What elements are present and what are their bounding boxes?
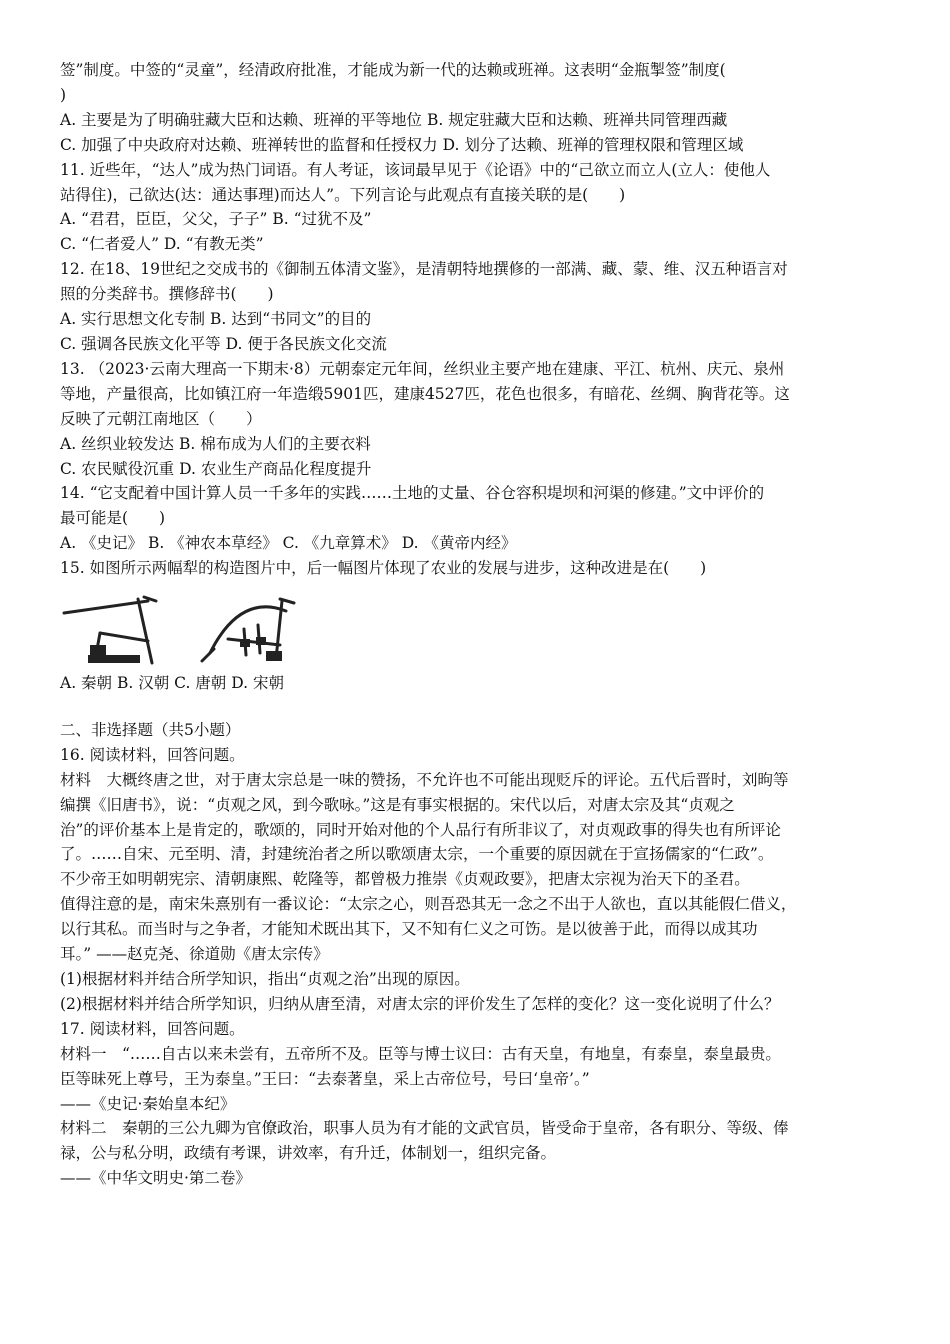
curved-plow-image (200, 593, 300, 667)
straight-plow-image (60, 593, 160, 667)
text-line: A. 丝织业较发达 B. 棉布成为人们的主要衣料 (60, 434, 371, 453)
text-line: 耳。” ——赵克尧、徐道勋《唐太宗传》 (60, 945, 329, 964)
text-line: C. 农民赋役沉重 D. 农业生产商品化程度提升 (60, 459, 372, 478)
text-line: ——《中华文明史·第二卷》 (60, 1169, 251, 1188)
text-line: 以行其私。而当时与之争者，才能知术既出其下，又不知有仁义之可饬。是以彼善于此，而得以成其功 (60, 920, 758, 939)
text-line: 最可能是( ) (60, 509, 166, 528)
plow-figures (60, 589, 896, 667)
text-line: (1)根据材料并结合所学知识，指出“贞观之治”出现的原因。 (60, 970, 470, 988)
text-line: (2)根据材料并结合所学知识，归纳从唐至清，对唐太宗的评价发生了怎样的变化？这一变化说明了什么？ (60, 994, 780, 1013)
text-line: 等地，产量很高，比如镇江府一年造缎5901匹，建康4527匹，花色也很多，有暗花、丝绸、胸背花等。这 (60, 384, 790, 403)
text-line: C. 加强了中央政府对达赖、班禅转世的监督和任授权力 D. 划分了达赖、班禅的管理权限和管理区域 (60, 135, 744, 154)
text-line: A. 主要是为了明确驻藏大臣和达赖、班禅的平等地位 B. 规定驻藏大臣和达赖、班禅共同管理西藏 (60, 110, 728, 129)
text-line: 禄，公与私分明，政绩有考课，讲效率，有升迁，体制划一，组织完备。 (60, 1144, 557, 1163)
part1-block (60, 58, 896, 581)
text-line: 16. 阅读材料，回答问题。 (60, 745, 245, 764)
text-line: 站得住)，己欲达(达：通达事理)而达人”。下列言论与此观点有直接关联的是( ) (60, 185, 626, 204)
text-line: 13. （2023·云南大理高一下期末·8）元朝泰定元年间，丝织业主要产地在建康、平江、杭州、庆元、泉州 (60, 359, 785, 378)
text-line: 治”的评价基本上是肯定的，歌颂的，同时开始对他的个人品行有所非议了，对贞观政事的得失也有所评论 (60, 820, 781, 839)
section-title: 二、非选择题（共5小题） (60, 720, 241, 739)
text-line: 编撰《旧唐书》，说：“贞观之风，到今歌咏。”这是有事实根据的。宋代以后，对唐太宗及其“贞观之 (60, 795, 735, 814)
text-line: 材料二 秦朝的三公九卿为官僚政治，职事人员为有才能的文武官员，皆受命于皇帝，各有职分、等级、俸 (60, 1119, 789, 1138)
text-line: A. 实行思想文化专制 B. 达到“书同文”的目的 (60, 310, 372, 329)
text-line: 不少帝王如明朝宪宗、清朝康熙、乾隆等，都曾极力推崇《贞观政要》，把唐太宗视为治天下的圣君。 (60, 870, 750, 889)
text-line: ) (60, 85, 67, 104)
text-line: 了。……自宋、元至明、清，封建统治者之所以歌颂唐太宗，一个重要的原因就在于宣扬儒家的“仁政”。 (60, 845, 774, 864)
text-line: 14. “它支配着中国计算人员一千多年的实践……土地的丈量、谷仓容积堤坝和河渠的修建。”文中评价的 (60, 484, 765, 503)
text-line: 17. 阅读材料，回答问题。 (60, 1019, 245, 1038)
text-line: 材料 大概终唐之世，对于唐太宗总是一味的赞扬，不允许也不可能出现贬斥的评论。五代后晋时，刘昫等 (60, 770, 789, 789)
text-line: 15. 如图所示两幅犁的构造图片中，后一幅图片体现了农业的发展与进步，这种改进是在( ) (60, 559, 707, 578)
text-line: C. 强调各民族文化平等 D. 便于各民族文化交流 (60, 334, 387, 353)
q15-options: A. 秦朝 B. 汉朝 C. 唐朝 D. 宋朝 (60, 674, 284, 693)
text-line: 签”制度。中签的“灵童”，经清政府批准，才能成为新一代的达赖或班禅。这表明“金瓶掣签”制度( (60, 61, 726, 79)
text-line: 材料一 “……自古以来未尝有，五帝所不及。臣等与博士议曰：古有天皇，有地皇，有泰皇，泰皇最贵。 (60, 1044, 781, 1063)
text-line: A. “君君，臣臣，父父，子子” B. “过犹不及” (60, 210, 372, 229)
text-line: 臣等昧死上尊号，王为泰皇。”王曰：“去泰著皇，采上古帝位号，号曰‘皇帝’。” (60, 1069, 590, 1088)
text-line: ——《史记·秦始皇本纪》 (60, 1094, 236, 1113)
text-line: 照的分类辞书。撰修辞书( ) (60, 285, 274, 304)
spacer (60, 696, 896, 718)
text-line: C. “仁者爱人” D. “有教无类” (60, 235, 264, 254)
text-line: 值得注意的是，南宋朱熹别有一番议论：“太宗之心，则吾恐其无一念之不出于人欲也，直以其能假仁借义， (60, 895, 797, 914)
text-line: 反映了元朝江南地区（ ） (60, 409, 262, 428)
text-line: A. 《史记》 B. 《神农本草经》 C. 《九章算术》 D. 《黄帝内经》 (60, 534, 517, 553)
text-line: 11. 近些年，“达人”成为热门词语。有人考证，该词最早见于《论语》中的“己欲立而立人(立人：使他人 (60, 160, 771, 179)
part2-block (60, 718, 896, 1191)
text-line: 12. 在18、19世纪之交成书的《御制五体清文鉴》，是清朝特地撰修的一部满、藏、蒙、维、汉五种语言对 (60, 260, 788, 279)
exam-page (60, 58, 896, 1191)
